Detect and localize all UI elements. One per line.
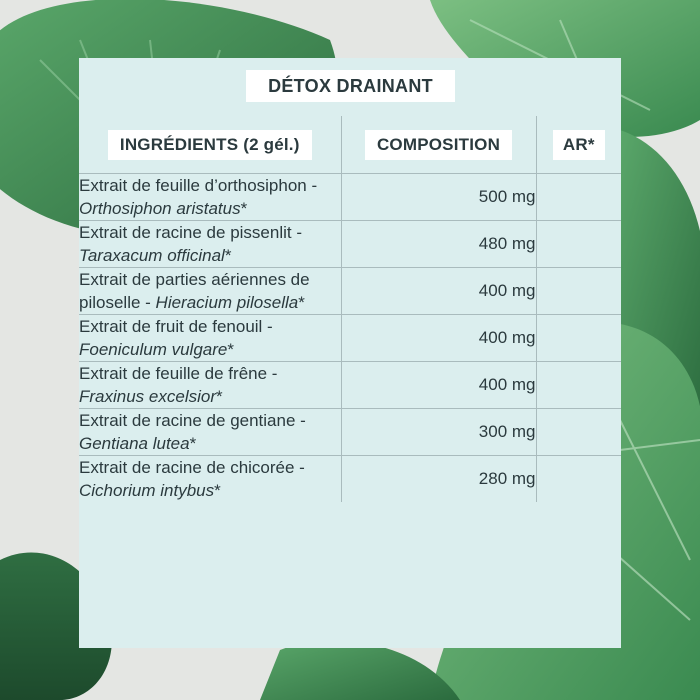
table-row: [79, 174, 621, 221]
ingredient-latin-name: Hieracium pilosella: [155, 293, 299, 312]
header-ingredients: [79, 116, 341, 174]
ingredient-name-cell: [79, 315, 341, 362]
ingredient-amount: 500 mg: [341, 174, 536, 221]
ingredient-ar: [536, 221, 621, 268]
ingredient-latin-name: Orthosiphon aristatus: [79, 199, 241, 218]
ingredient-amount: 400 mg: [341, 315, 536, 362]
ingredient-asterisk: *: [189, 434, 197, 453]
table-row: [79, 409, 621, 456]
ingredients-panel: [79, 58, 621, 648]
ingredient-name-cell: [79, 174, 341, 221]
table-header-row: [79, 116, 621, 174]
ingredient-asterisk: *: [240, 199, 248, 218]
ingredient-latin-name: Foeniculum vulgare: [79, 340, 228, 359]
ingredient-latin-name: Taraxacum officinal: [79, 246, 225, 265]
ingredient-amount: 480 mg: [341, 221, 536, 268]
table-row: [79, 362, 621, 409]
ingredient-amount: 400 mg: [341, 268, 536, 315]
table-row: [79, 315, 621, 362]
ingredient-ar: [536, 174, 621, 221]
ingredient-asterisk: *: [214, 481, 221, 500]
ingredient-name: Extrait de racine de chicorée -: [79, 458, 305, 477]
header-ar: [536, 116, 621, 174]
ingredient-asterisk: *: [216, 387, 223, 406]
ingredient-name: Extrait de feuille de frêne -: [79, 364, 278, 383]
ingredient-latin-name: Fraxinus excelsior: [79, 387, 216, 406]
ingredient-name: Extrait de racine de gentiane -: [79, 411, 306, 430]
ingredient-name-cell: [79, 409, 341, 456]
header-composition: [341, 116, 536, 174]
ingredient-name-cell: [79, 456, 341, 503]
ingredients-table: [79, 116, 621, 502]
ingredient-name: Extrait de racine de pissenlit -: [79, 223, 302, 242]
ingredient-ar: [536, 315, 621, 362]
ingredient-name-cell: [79, 362, 341, 409]
header-ingredients-label: INGRÉDIENTS (2 gél.): [108, 130, 312, 160]
table-row: [79, 221, 621, 268]
ingredient-name: Extrait de fruit de fenouil -: [79, 317, 273, 336]
ingredient-amount: 300 mg: [341, 409, 536, 456]
ingredient-name: Extrait de feuille d’orthosiphon -: [79, 176, 318, 195]
ingredient-ar: [536, 362, 621, 409]
ingredient-amount: 400 mg: [341, 362, 536, 409]
panel-title: DÉTOX DRAINANT: [246, 70, 455, 102]
ingredient-asterisk: *: [298, 293, 305, 312]
ingredient-amount: 280 mg: [341, 456, 536, 503]
ingredient-name: Extrait de parties aériennes de piloselle -: [79, 270, 310, 312]
ingredient-ar: [536, 456, 621, 503]
ingredient-latin-name: Cichorium intybus: [79, 481, 215, 500]
ingredient-ar: [536, 409, 621, 456]
table-row: [79, 456, 621, 503]
ingredient-asterisk: *: [224, 246, 232, 265]
header-composition-label: COMPOSITION: [365, 130, 512, 160]
ingredient-name-cell: [79, 221, 341, 268]
table-row: [79, 268, 621, 315]
ingredient-name-cell: [79, 268, 341, 315]
ingredient-latin-name: Gentiana lutea: [79, 434, 190, 453]
ingredient-ar: [536, 268, 621, 315]
header-ar-label: AR*: [553, 130, 605, 160]
ingredient-asterisk: *: [227, 340, 234, 359]
